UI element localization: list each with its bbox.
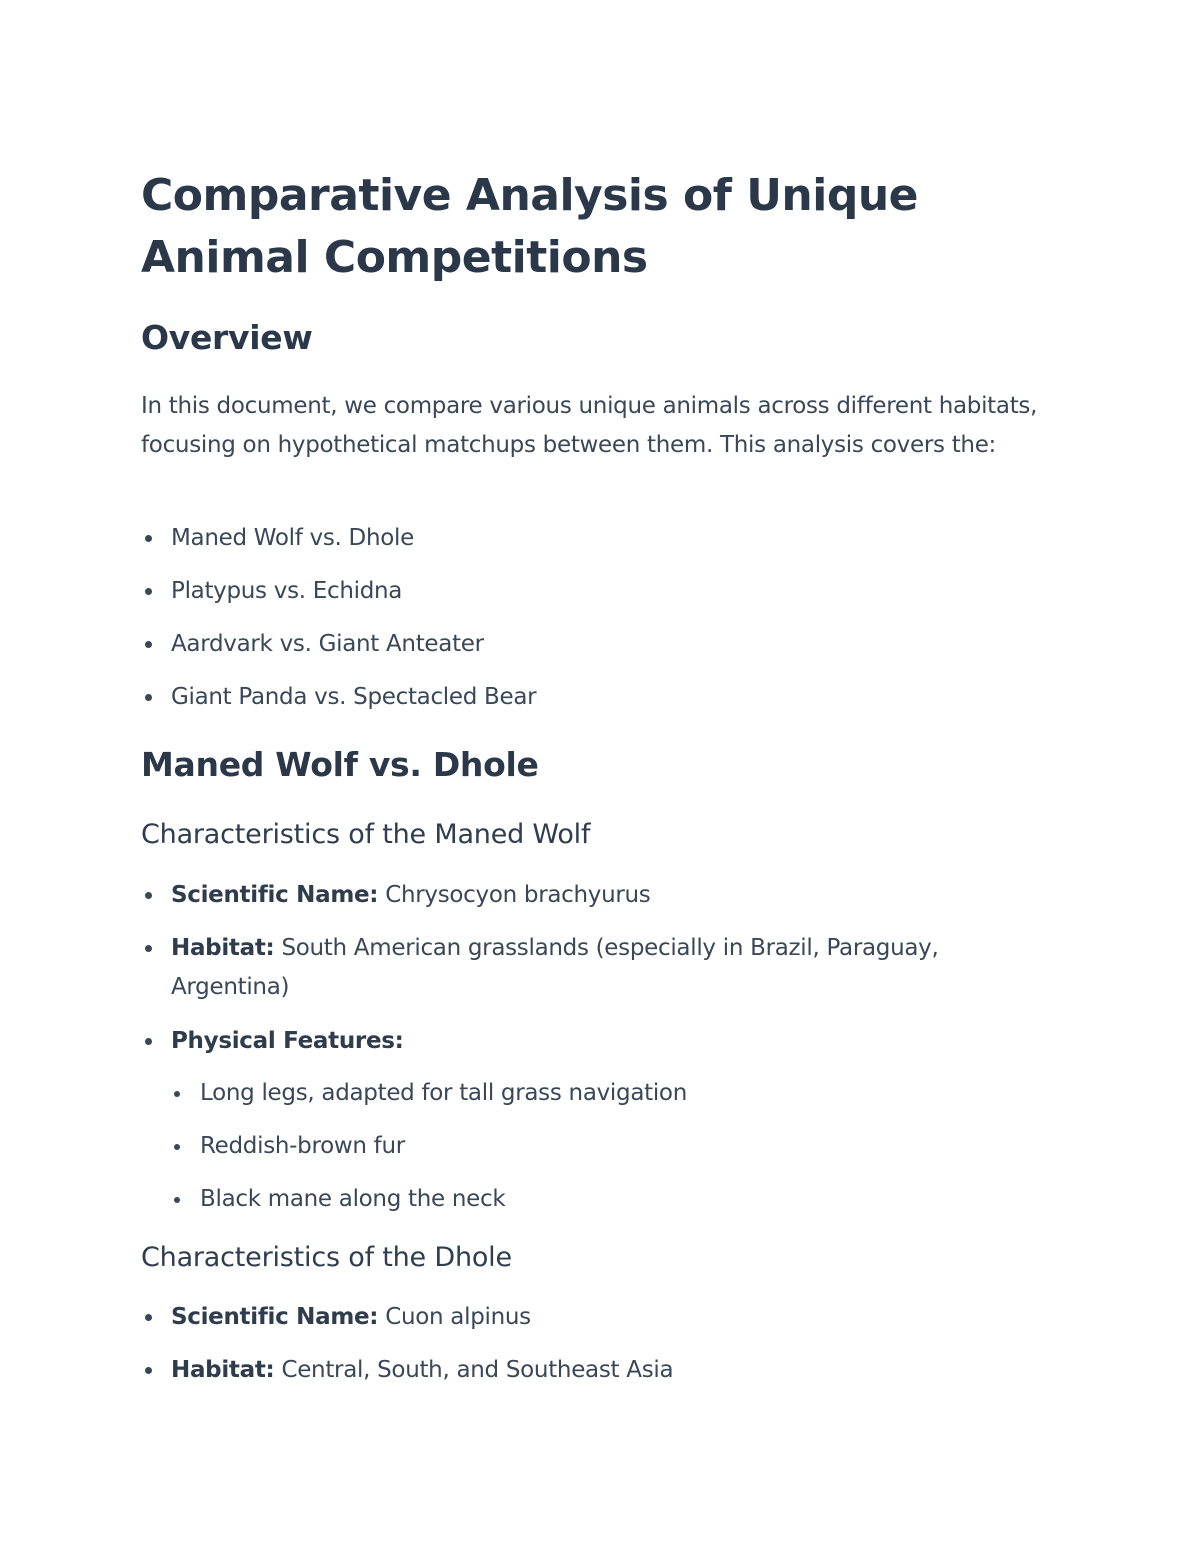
subheading-dhole: Characteristics of the Dhole — [141, 1242, 512, 1273]
field-label: Scientific Name: — [171, 1304, 379, 1330]
overview-heading: Overview — [141, 318, 313, 357]
list-item: Giant Panda vs. Spectacled Bear — [171, 678, 1031, 717]
list-item: Long legs, adapted for tall grass navigation — [200, 1074, 1060, 1113]
subheading-maned-wolf: Characteristics of the Maned Wolf — [141, 819, 591, 850]
field-value: Chrysocyon brachyurus — [378, 882, 651, 908]
list-item-physical-features — [171, 1022, 1031, 1061]
document-title: Comparative Analysis of Unique Animal Competitions — [141, 170, 918, 283]
list-item-habitat — [171, 929, 1001, 1007]
list-item-scientific-name — [171, 1298, 1031, 1337]
field-value: Central, South, and Southeast Asia — [274, 1357, 674, 1383]
list-item: Maned Wolf vs. Dhole — [171, 519, 1031, 558]
list-item: Platypus vs. Echidna — [171, 572, 1031, 611]
list-item: Aardvark vs. Giant Anteater — [171, 625, 1031, 664]
list-item-habitat — [171, 1351, 1031, 1390]
list-item: Reddish-brown fur — [200, 1127, 1060, 1166]
field-label: Habitat: — [171, 1357, 275, 1383]
list-item-scientific-name — [171, 876, 1031, 915]
overview-intro: In this document, we compare various unique animals across different habitats, focusing on hypothetical matchups between them. This analysis covers the: — [141, 393, 1038, 458]
field-label: Physical Features: — [171, 1028, 404, 1054]
section-heading-maned-wolf-vs-dhole: Maned Wolf vs. Dhole — [141, 745, 539, 784]
field-value: South American grasslands (especially in Brazil, Paraguay, Argentina) — [171, 935, 939, 1000]
list-item: Black mane along the neck — [200, 1180, 1060, 1219]
field-label: Habitat: — [171, 935, 275, 961]
field-value: Cuon alpinus — [378, 1304, 531, 1330]
field-label: Scientific Name: — [171, 882, 379, 908]
